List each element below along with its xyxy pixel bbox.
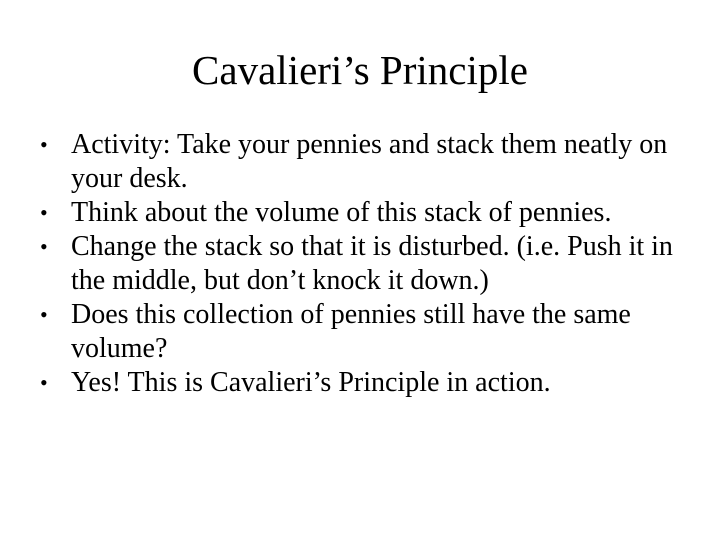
bullet-text: Change the stack so that it is disturbed. (i.e. Push it in the middle, but don’t knock it down.) — [71, 231, 673, 296]
slide-title: Cavalieri’s Principle — [192, 47, 528, 93]
bullet-text: Think about the volume of this stack of pennies. — [71, 197, 612, 228]
bullet-item-activity — [40, 128, 700, 196]
bullet-icon: • — [40, 132, 48, 157]
bullet-icon: • — [40, 370, 48, 395]
bullet-icon: • — [40, 234, 48, 259]
bullet-text: Yes! This is Cavalieri’s Principle in action. — [71, 367, 551, 398]
bullet-icon: • — [40, 302, 48, 327]
bullet-item-question — [40, 298, 700, 366]
bullet-icon: • — [40, 200, 48, 225]
bullet-item-change — [40, 230, 700, 298]
bullet-item-think — [40, 196, 700, 230]
bullet-text: Activity: Take your pennies and stack them neatly on your desk. — [71, 129, 668, 194]
bullet-text: Does this collection of pennies still have the same volume? — [71, 299, 631, 364]
bullet-list — [40, 128, 700, 400]
bullet-item-answer — [40, 366, 700, 400]
